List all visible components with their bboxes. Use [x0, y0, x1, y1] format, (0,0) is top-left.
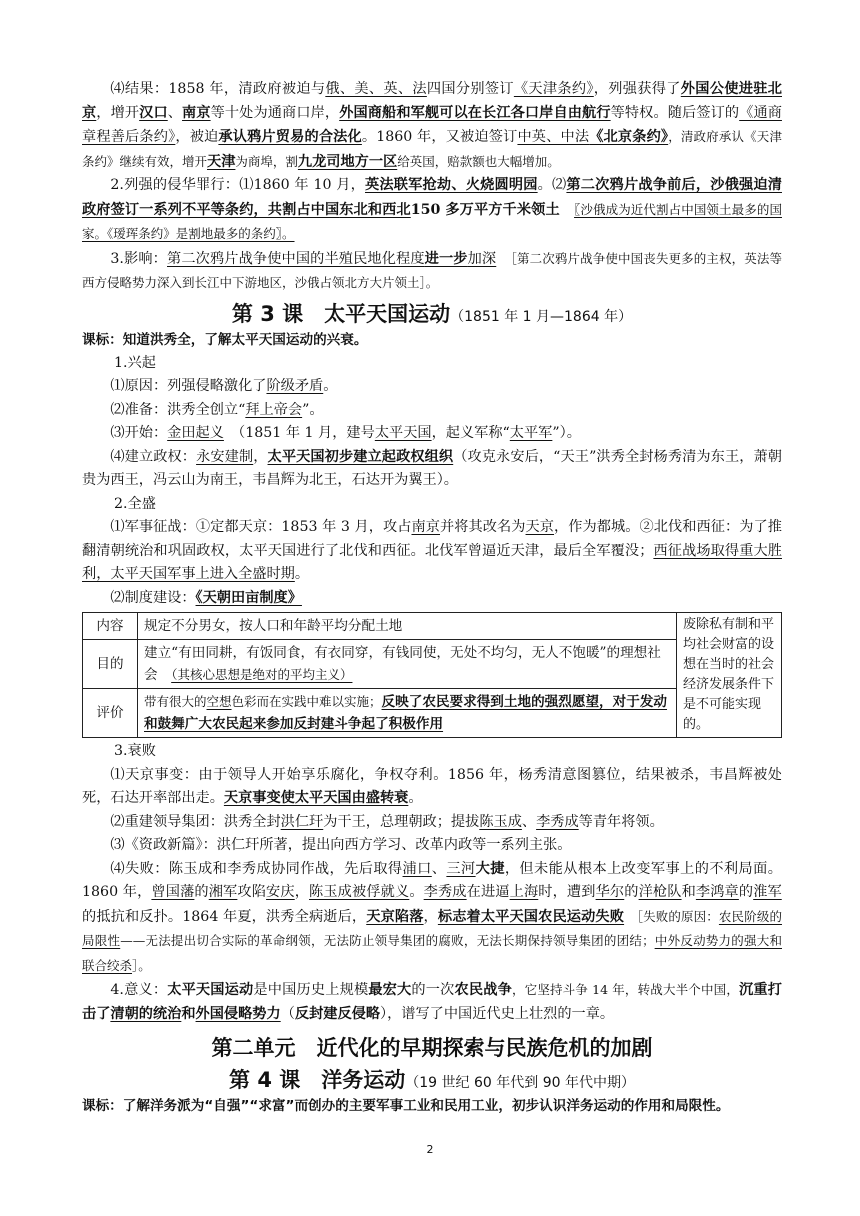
- table-label-content: 内容: [83, 613, 138, 640]
- table-label-evaluation: 评价: [83, 689, 138, 738]
- peak-military: ⑴军事征战：①定都天京：1853 年 3 月，攻占南京并将其改名为天京，作为都城。②北伐和西征：为了推翻清朝统治和巩固政权，太平天国进行了北伐和西征。北伐军曾逼近天津，最后全军覆没；西征战场取得重大胜利，太平天国军事上进入全盛时期。: [82, 519, 782, 582]
- page-number: 2: [426, 1143, 434, 1156]
- section-peak-title: 2.全盛: [114, 495, 156, 512]
- decline-rebuild: ⑵重建领导集团：洪秀全封洪仁玕为干王，总理朝政；提拔陈玉成、李秀成等青年将领。: [110, 813, 664, 830]
- table-cell-content: 规定不分男女，按人口和年龄平均分配土地: [138, 613, 677, 640]
- decline-failure: ⑷失败：陈玉成和李秀成协同作战，先后取得浦口、三河大捷，但未能从根本上改变军事上的不利局面。1860 年，曾国藩的湘军攻陷安庆，陈玉成被俘就义。李秀成在进逼上海时，遭到华尔的洋枪队和李鸿章的淮军的抵抗和反扑。1864 年夏，洪秀全病逝后，天京陷落，标志着太平天国农民运动失败 ［失败的原因：农民阶级的局限性——无法提出切合实际的革命纲领，无法防止领导集团的腐败，无法长期保持领导集团的团结；中外反动势力的强大和联合绞杀］。: [82, 860, 782, 973]
- table-label-purpose: 目的: [83, 640, 138, 689]
- lesson3-standard: 课标：知道洪秀全，了解太平天国运动的兴衰。: [82, 331, 368, 348]
- unit2-heading: 第二单元 近代化的早期探索与民族危机的加剧: [211, 1036, 653, 1060]
- section-decline-title: 3.衰败: [114, 743, 156, 759]
- table-row: [83, 613, 782, 640]
- rise-cause: ⑴原因：列强侵略激化了阶级矛盾。: [110, 378, 338, 394]
- paragraph-crimes: 2.列强的侵华罪行：⑴1860 年 10 月，英法联军抢劫、火烧圆明园。⑵第二次鸦片战争前后，沙俄强迫清政府签订一系列不平等条约，共割占中国东北和西北150 多万平方千米领土 〖沙俄成为近代割占中国领土最多的国家。《瑷珲条约》是割地最多的条约〗。: [82, 177, 782, 241]
- significance: 4.意义：太平天国运动是中国历史上规模最宏大的一次农民战争，它坚持斗争 14 年，转战大半个中国，沉重打击了清朝的统治和外国侵略势力（反封建反侵略），谱写了中国近代史上壮烈的一章。: [82, 982, 782, 1022]
- peak-system: ⑵制度建设：《天朝田亩制度》: [110, 589, 302, 606]
- lesson3-heading: 第 3 课 太平天国运动（1851 年 1 月—1864 年）: [231, 301, 633, 326]
- paragraph-results: ⑷结果：1858 年，清政府被迫与俄、美、英、法四国分别签订《天津条约》，列强获得了外国公使进驻北京，增开汉口、南京等十处为通商口岸，外国商船和军舰可以在长江各口岸自由航行等特权。随后签订的《通商章程善后条约》，被迫承认鸦片贸易的合法化。1860 年，又被迫签订中英、中法《北京条约》，清政府承认《天津条约》继续有效，增开天津为商埠，割九龙司地方一区给英国，赔款额也大幅增加。: [82, 81, 782, 170]
- decline-zizheng: ⑶《资政新篇》：洪仁玕所著，提出向西方学习、改革内政等一系列主张。: [110, 837, 572, 853]
- rise-regime: ⑷建立政权：永安建制，太平天国初步建立起政权组织（攻克永安后，“天王”洪秀全封杨秀清为东王，萧朝贵为西王，冯云山为南王，韦昌辉为北王，石达开为翼王）。: [82, 448, 782, 488]
- rise-preparation: ⑵准备：洪秀全创立“拜上帝会”。: [110, 401, 324, 418]
- table-cell-purpose: 建立“有田同耕，有饭同食，有衣同穿，有钱同使，无处不均匀，无人不饱暖”的理想社会 （其核心思想是绝对的平均主义）: [138, 640, 677, 689]
- rise-start: ⑶开始：金田起义 （1851 年 1 月，建号太平天国，起义军称“太平军”）。: [110, 425, 581, 441]
- lesson4-standard: 课标：了解洋务派为“自强”“求富”而创办的主要军事工业和民用工业，初步认识洋务运动的作用和局限性。: [82, 1098, 730, 1114]
- table-side-note: 废除私有制和平均社会财富的设想在当时的社会经济发展条件下是不可能实现的。: [677, 613, 782, 738]
- land-system-table: [82, 612, 782, 738]
- document-page: [82, 78, 782, 1118]
- decline-tianjing-incident: ⑴天京事变：由于领导人开始享乐腐化，争权夺利。1856 年，杨秀清意图篡位，结果被杀，韦昌辉被处死，石达开率部出走。天京事变使太平天国由盛转衰。: [82, 766, 782, 806]
- lesson4-heading: 第 4 课 洋务运动（19 世纪 60 年代到 90 年代中期）: [229, 1068, 635, 1092]
- section-rise-title: 1.兴起: [114, 354, 156, 371]
- paragraph-impact: 3.影响：第二次鸦片战争使中国的半殖民地化程度进一步加深 ［第二次鸦片战争使中国丧失更多的主权，英法等西方侵略势力深入到长江中下游地区，沙俄占领北方大片领土］。: [82, 250, 782, 290]
- table-cell-evaluation: 带有很大的空想色彩而在实践中难以实施；反映了农民要求得到土地的强烈愿望，对于发动和鼓舞广大农民起来参加反封建斗争起了积极作用: [138, 689, 677, 738]
